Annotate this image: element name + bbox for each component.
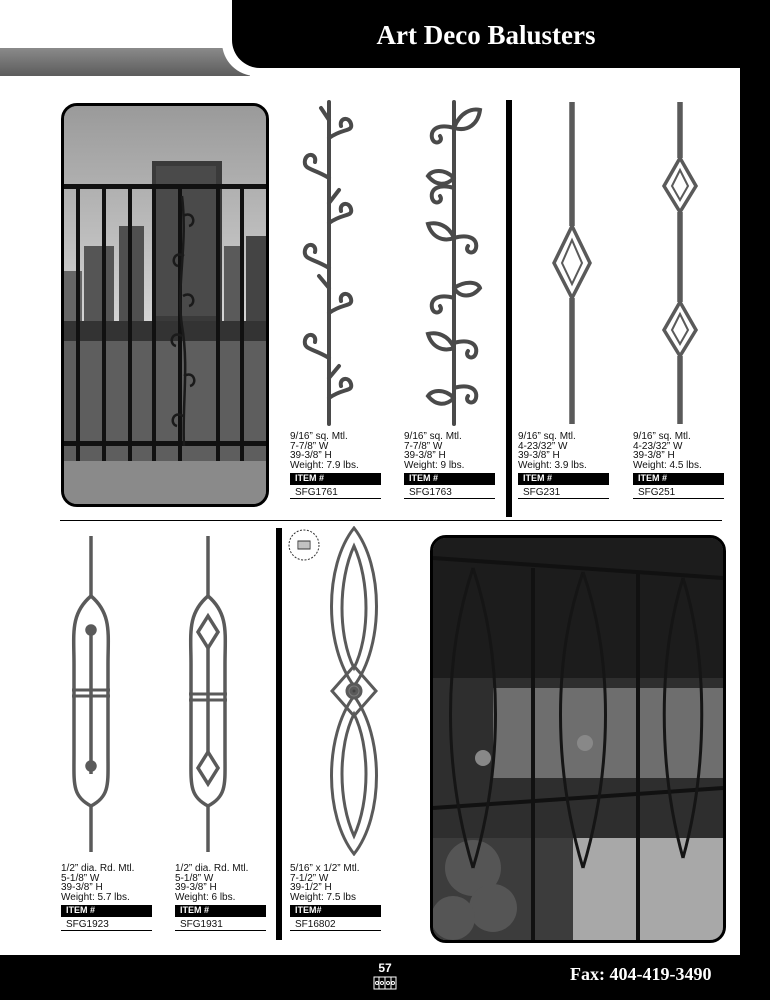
fax-number: Fax: 404-419-3490: [570, 964, 712, 984]
item-label: ITEM #: [518, 473, 609, 485]
baluster-sfg251-image: [656, 98, 704, 428]
baluster-sfg231-image: [548, 98, 596, 428]
item-spec-sfg1931: 1/2” dia. Rd. Mtl. 5-1/8” W 39-3/8” H Weight: 6 lbs. ITEM # SFG1931: [175, 864, 266, 931]
item-spec-sfg1763: 9/16” sq. Mtl. 7-7/8” W 39-3/8” H Weight: 9 lbs. ITEM # SFG1763: [404, 432, 495, 499]
page-title: Art Deco Balusters: [376, 20, 596, 50]
vertical-divider-bottom: [276, 528, 282, 940]
item-label: ITEM #: [175, 905, 266, 917]
railing-logo-icon: [373, 976, 397, 990]
item-spec-sf16802: 5/16” x 1/2” Mtl. 7-1/2” W 39-1/2” H Weight: 7.5 lbs ITEM# SF16802: [290, 864, 381, 931]
item-label: ITEM #: [61, 905, 152, 917]
item-number: SFG231: [518, 485, 609, 499]
item-number: SFG1923: [61, 917, 152, 931]
baluster-sf16802-image: [316, 526, 392, 856]
item-number: SFG1763: [404, 485, 495, 499]
baluster-sfg1923-image: [66, 534, 116, 854]
item-number: SFG1761: [290, 485, 381, 499]
item-spec-sfg251: 9/16” sq. Mtl. 4-23/32” W 39-3/8” H Weight: 4.5 lbs. ITEM # SFG251: [633, 432, 724, 499]
baluster-sfg1931-image: [183, 534, 233, 854]
horizontal-divider: [60, 520, 722, 521]
item-label: ITEM #: [290, 473, 381, 485]
baluster-sfg1763-image: [418, 98, 490, 428]
item-label: ITEM#: [290, 905, 381, 917]
baluster-sfg1761-image: [293, 98, 365, 428]
right-edge-bar: [740, 0, 770, 1000]
item-spec-sfg231: 9/16” sq. Mtl. 4-23/32” W 39-3/8” H Weight: 3.9 lbs. ITEM # SFG231: [518, 432, 609, 499]
item-number: SF16802: [290, 917, 381, 931]
garden-railing-photo: [430, 535, 726, 943]
item-label: ITEM #: [404, 473, 495, 485]
header-band: [0, 48, 250, 76]
skyline-railing-photo: [61, 103, 269, 507]
item-spec-sfg1761: 9/16” sq. Mtl. 7-7/8” W 39-3/8” H Weight: 7.9 lbs. ITEM # SFG1761: [290, 432, 381, 499]
item-number: SFG251: [633, 485, 724, 499]
item-spec-sfg1923: 1/2” dia. Rd. Mtl. 5-1/8” W 39-3/8” H Weight: 5.7 lbs. ITEM # SFG1923: [61, 864, 152, 931]
vertical-divider-top: [506, 100, 512, 517]
page-number: 57: [378, 961, 392, 975]
item-label: ITEM #: [633, 473, 724, 485]
item-number: SFG1931: [175, 917, 266, 931]
